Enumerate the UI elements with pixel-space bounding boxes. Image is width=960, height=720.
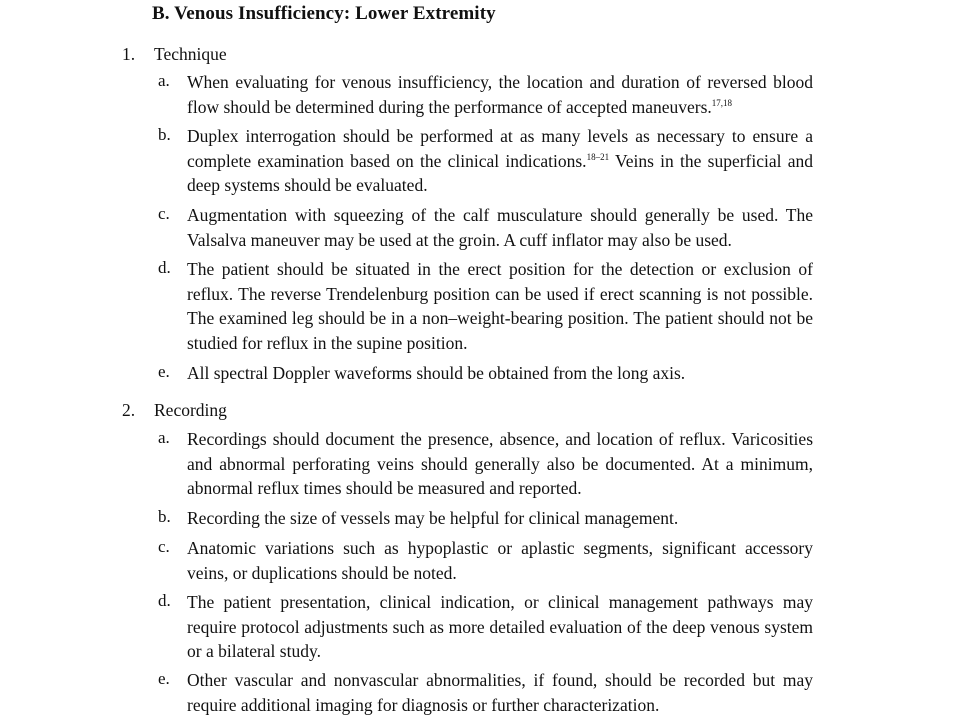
section-heading: B. Venous Insufficiency: Lower Extremity <box>152 3 496 24</box>
section-2-title: Recording <box>154 400 227 420</box>
citation-1b: 18–21 <box>586 151 610 162</box>
citation-1a: 17,18 <box>711 97 733 108</box>
item-1c-text: Augmentation with squeezing of the calf musculature should generally be used. The Valsalva maneuver may be used at the groin. A cuff inflator may also be used. <box>187 205 813 250</box>
item-1e-text: All spectral Doppler waveforms should be obtained from the long axis. <box>187 363 686 383</box>
item-1d-text: The patient should be situated in the erect position for the detection or exclusion of reflux. The reverse Trendelenburg position can be used if erect scanning is not possible. The examined leg should be in a non–weight-bearing position. The patient should not be studied for reflux in the supine position. <box>187 259 813 353</box>
item-2e-letter: e. <box>158 669 170 688</box>
item-2e-text: Other vascular and nonvascular abnormalities, if found, should be recorded but may require additional imaging for diagnosis or further characterization. <box>187 670 813 715</box>
item-1a-text: When evaluating for venous insufficiency, the location and duration of reversed blood flow should be determined during the performance of accepted maneuvers.$^{17,18}$ <box>187 72 813 117</box>
item-2c-text: Anatomic variations such as hypoplastic or aplastic segments, significant accessory veins, or duplications should be noted. <box>187 538 813 583</box>
section-1-title: Technique <box>154 44 227 64</box>
item-2c-letter: c. <box>158 537 170 556</box>
item-2d-text: The patient presentation, clinical indication, or clinical management pathways may require protocol adjustments such as more detailed evaluation of the deep venous system or a bilateral study. <box>187 592 813 661</box>
section-1-number: 1. <box>122 44 136 64</box>
item-1a-letter: a. <box>158 71 170 90</box>
item-1b-letter: b. <box>158 125 171 144</box>
item-1e-letter: e. <box>158 362 170 381</box>
item-1d-letter: d. <box>158 258 171 277</box>
item-2d-letter: d. <box>158 591 171 610</box>
item-2b-letter: b. <box>158 507 171 526</box>
item-2a-letter: a. <box>158 428 170 447</box>
item-1c-letter: c. <box>158 204 170 223</box>
section-2-number: 2. <box>122 400 136 420</box>
item-2b-text: Recording the size of vessels may be helpful for clinical management. <box>187 508 679 528</box>
item-2a-text: Recordings should document the presence, absence, and location of reflux. Varicosities and abnormal perforating veins should generally also be documented. At a minimum, abnormal reflux times should be measured and reported. <box>187 429 813 498</box>
item-1b-text: Duplex interrogation should be performed at as many levels as necessary to ensure a complete examination based on the clinical indications.$^{18-21}$ Veins in the superficial and deep systems should be evaluated. <box>187 126 814 195</box>
